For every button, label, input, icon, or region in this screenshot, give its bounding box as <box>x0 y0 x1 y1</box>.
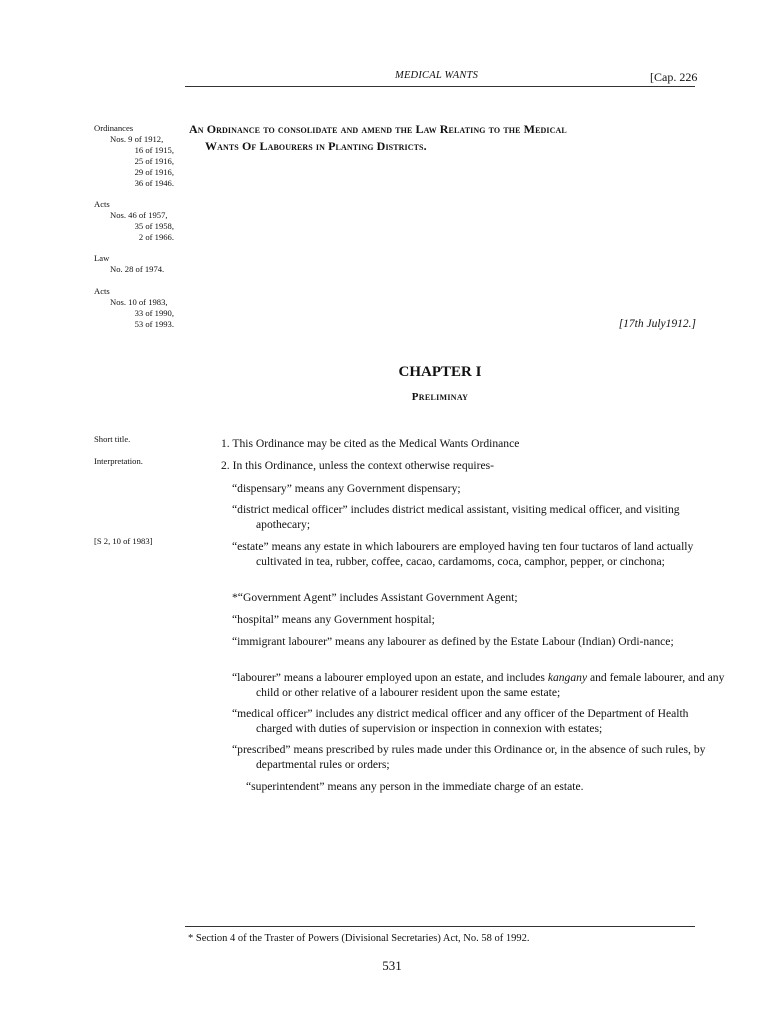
margin-label: Acts <box>94 286 110 296</box>
enactment-date: [17th July1912.] <box>618 318 696 330</box>
chapter-heading: CHAPTER I <box>398 364 482 380</box>
margin-history-law <box>94 253 186 275</box>
section-1: 1. This Ordinance may be cited as the Medical Wants Ordinance <box>221 437 520 450</box>
labourer-text-2: and female labourer, and any child or other relative of a labourer resident upon the same estate; <box>256 671 725 699</box>
margin-label: Acts <box>94 199 110 209</box>
definition-hospital: “hospital” means any Government hospital; <box>232 613 435 626</box>
margin-item: 35 of 1958, <box>134 221 174 231</box>
chapter-number: [Cap. 226 <box>650 70 698 84</box>
margin-item: 33 of 1990, <box>134 308 174 318</box>
page-number: 531 <box>382 958 402 973</box>
margin-item: Nos. 46 of 1957, <box>110 210 168 220</box>
definition-labourer <box>232 670 726 700</box>
margin-history-acts-2 <box>94 286 186 330</box>
margin-item: 25 of 1916, <box>134 156 174 166</box>
section-2: 2. In this Ordinance, unless the context otherwise requires- <box>221 459 495 472</box>
title-line-1: An Ordinance to consolidate and amend the Law Relating to the Medical <box>189 122 567 136</box>
margin-note-amendment: [S 2, 10 of 1983] <box>94 536 153 546</box>
definition-medical-officer: “medical officer” includes any district medical officer and any officer of the Department of Health charged with duties of supervision or inspection in connexion with estates; <box>232 707 689 735</box>
margin-item: 2 of 1966. <box>138 232 174 242</box>
title-line-2: Wants Of Labourers in Planting Districts. <box>205 139 427 153</box>
definition-dispensary: “dispensary” means any Government dispensary; <box>232 482 461 495</box>
definition-estate: “estate” means any estate in which labourers are employed having ten four tuctaros of land actually cultivated in tea, rubber, coffee, cacao, cardamoms, coca, camphor, pepper, or cinchona; <box>232 540 694 568</box>
margin-item: 16 of 1915, <box>134 145 174 155</box>
header-rule <box>185 86 695 87</box>
ordinance-title <box>189 121 699 155</box>
margin-label: Law <box>94 253 110 263</box>
margin-item: No. 28 of 1974. <box>110 264 165 274</box>
margin-note-short-title: Short title. <box>94 434 131 444</box>
margin-history-acts-1 <box>94 199 186 243</box>
definition-district-medical-officer: “district medical officer” includes district medical assistant, visiting medical officer, and visiting apothecary; <box>232 503 680 531</box>
footnote-rule <box>185 926 695 927</box>
margin-item: Nos. 10 of 1983, <box>110 297 168 307</box>
chapter-subheading: Preliminay <box>411 391 469 403</box>
margin-note-interpretation: Interpretation. <box>94 456 143 466</box>
running-title: MEDICAL WANTS <box>395 70 479 81</box>
margin-history-ordinances <box>94 123 186 189</box>
definition-superintendent: “superintendent” means any person in the immediate charge of an estate. <box>246 780 584 793</box>
labourer-text-1: “labourer” means a labourer employed upon an estate, and includes <box>232 671 548 684</box>
definition-immigrant-labourer: “immigrant labourer” means any labourer as defined by the Estate Labour (Indian) Ordi-nance; <box>232 635 674 648</box>
margin-label: Ordinances <box>94 123 134 133</box>
footnote: * Section 4 of the Traster of Powers (Divisional Secretaries) Act, No. 58 of 1992. <box>188 933 530 944</box>
margin-item: 36 of 1946. <box>134 178 174 188</box>
margin-item: 29 of 1916, <box>134 167 174 177</box>
labourer-text-italic: kangany <box>547 671 588 684</box>
definition-government-agent: *“Government Agent” includes Assistant Government Agent; <box>232 591 518 604</box>
margin-item: 53 of 1993. <box>134 319 174 329</box>
definition-prescribed: “prescribed” means prescribed by rules made under this Ordinance or, in the absence of such rules, by departmental rules or orders; <box>232 743 706 771</box>
margin-item: Nos. 9 of 1912, <box>110 134 164 144</box>
